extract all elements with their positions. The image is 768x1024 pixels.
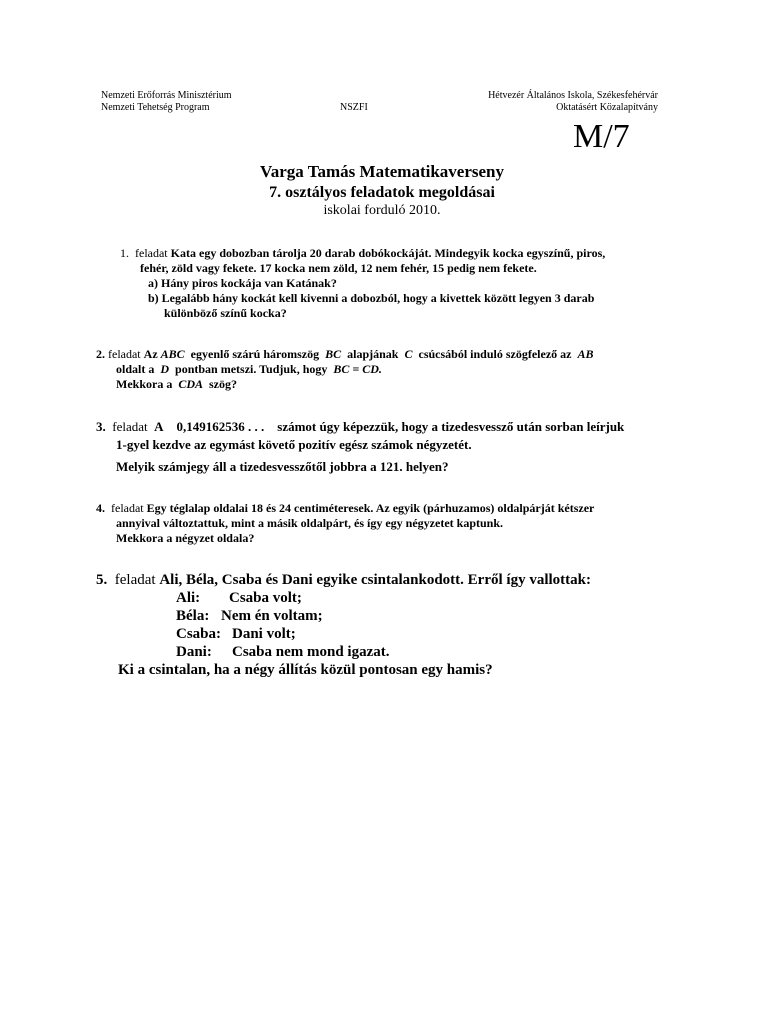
header-left <box>101 90 232 114</box>
task-1-question-a: a) Hány piros kockája van Katának? <box>148 276 337 290</box>
task-5 <box>96 571 696 679</box>
task-2-text: oldalt a <box>116 362 155 376</box>
task-2-text: szög? <box>209 377 238 391</box>
round-label: iskolai forduló 2010. <box>323 203 441 218</box>
task-2-line1 <box>96 347 676 362</box>
task-5-statement-bela <box>96 607 696 625</box>
task-3-line3: Melyik számjegy áll a tizedesvesszőtől jobbra a 121. helyen? <box>116 459 449 474</box>
competition-title: Varga Tamás Matematikaverseny <box>260 162 504 181</box>
task-2-text: Mekkora a <box>116 377 173 391</box>
task-2-var-ab: AB <box>577 347 594 361</box>
header-ministry: Nemzeti Erőforrás Minisztérium <box>101 90 232 101</box>
task-4-text-line1: Egy téglalap oldalai 18 és 24 centiméteresek. Az egyik (párhuzamos) oldalpárját kétszer <box>146 501 595 515</box>
header-right <box>488 90 658 114</box>
task-2-text: Az <box>143 347 158 361</box>
task-2-text: pontban metszi. Tudjuk, hogy <box>175 362 328 376</box>
task-5-number: 5. <box>96 572 108 588</box>
task-2-var-bc: BC <box>325 347 342 361</box>
task-2-equation: BC = CD. <box>333 362 382 376</box>
task-1 <box>120 246 680 321</box>
task-1-text-line2: fehér, zöld vagy fekete. 17 kocka nem zöld, 12 nem fehér, 15 pedig nem fekete. <box>140 261 537 275</box>
task-3-word: feladat <box>112 419 148 434</box>
header-program: Nemzeti Tehetség Program <box>101 102 210 113</box>
task-2-word: feladat <box>108 347 141 361</box>
task-4-number: 4. <box>96 501 105 515</box>
task-2-line3 <box>96 377 676 392</box>
task-4-line2: annyival változtattuk, mint a másik oldalpárt, és így egy négyzetet kaptunk. <box>116 516 504 530</box>
header-center: NSZFI <box>340 102 368 113</box>
task-5-statement-dani <box>96 643 696 661</box>
task-3-text: számot úgy képezzük, hogy a tizedesvessző után sorban leírjuk <box>277 419 625 434</box>
task-2-var-cda: CDA <box>178 377 204 391</box>
task-4 <box>96 501 686 546</box>
task-2 <box>96 347 676 392</box>
statement-speaker: Csaba: <box>176 626 222 642</box>
statement-text: Dani volt; <box>232 626 296 642</box>
task-2-var-abc: ABC <box>160 347 185 361</box>
task-5-text-line1: Ali, Béla, Csaba és Dani egyike csintalankodott. Erről így vallottak: <box>159 572 591 588</box>
task-5-statement-ali <box>96 589 696 607</box>
task-5-question: Ki a csintalan, ha a négy állítás közül pontosan egy hamis? <box>118 662 493 678</box>
statement-text: Csaba volt; <box>229 590 302 606</box>
task-3-decimal: 0,149162536 . . . <box>176 419 265 434</box>
task-2-var-d: D <box>160 362 170 376</box>
task-2-text: egyenlő szárú háromszög <box>190 347 320 361</box>
title-block <box>0 162 768 219</box>
statement-text: Nem én voltam; <box>221 608 323 624</box>
task-3 <box>96 418 686 476</box>
task-1-line1 <box>120 246 680 261</box>
task-1-word: feladat <box>135 246 168 260</box>
task-5-line1 <box>96 571 696 589</box>
document-subtitle: 7. osztályos feladatok megoldásai <box>269 184 495 201</box>
task-2-text: csúcsából induló szögfelező az <box>418 347 572 361</box>
statement-text: Csaba nem mond igazat. <box>232 644 390 660</box>
task-5-word: feladat <box>114 572 156 588</box>
task-3-text: A <box>154 419 164 434</box>
grade-code: M/7 <box>573 118 630 155</box>
task-3-line1 <box>96 418 686 436</box>
statement-speaker: Dani: <box>176 644 212 660</box>
task-2-text: alapjának <box>347 347 399 361</box>
task-4-line3: Mekkora a négyzet oldala? <box>116 531 255 545</box>
task-1-question-b2: különböző színű kocka? <box>164 306 287 320</box>
task-4-word: feladat <box>111 501 144 515</box>
task-3-line2: 1-gyel kezdve az egymást követő pozitív egész számok négyzetét. <box>116 437 472 452</box>
task-1-number: 1. <box>120 246 129 260</box>
task-1-question-b1: b) Legalább hány kockát kell kivenni a dobozból, hogy a kivettek között legyen 3 darab <box>148 291 595 305</box>
task-5-statement-csaba <box>96 625 696 643</box>
task-3-number: 3. <box>96 419 106 434</box>
statement-speaker: Béla: <box>176 608 210 624</box>
task-2-var-c: C <box>404 347 413 361</box>
header-foundation: Oktatásért Közalapítvány <box>556 102 658 113</box>
task-4-line1 <box>96 501 686 516</box>
header-school: Hétvezér Általános Iskola, Székesfehérvár <box>488 90 658 101</box>
task-2-number: 2. <box>96 347 105 361</box>
task-1-text-line1: Kata egy dobozban tárolja 20 darab dobókockáját. Mindegyik kocka egyszínű, piros, <box>170 246 606 260</box>
task-2-line2 <box>96 362 676 377</box>
statement-speaker: Ali: <box>176 590 201 606</box>
